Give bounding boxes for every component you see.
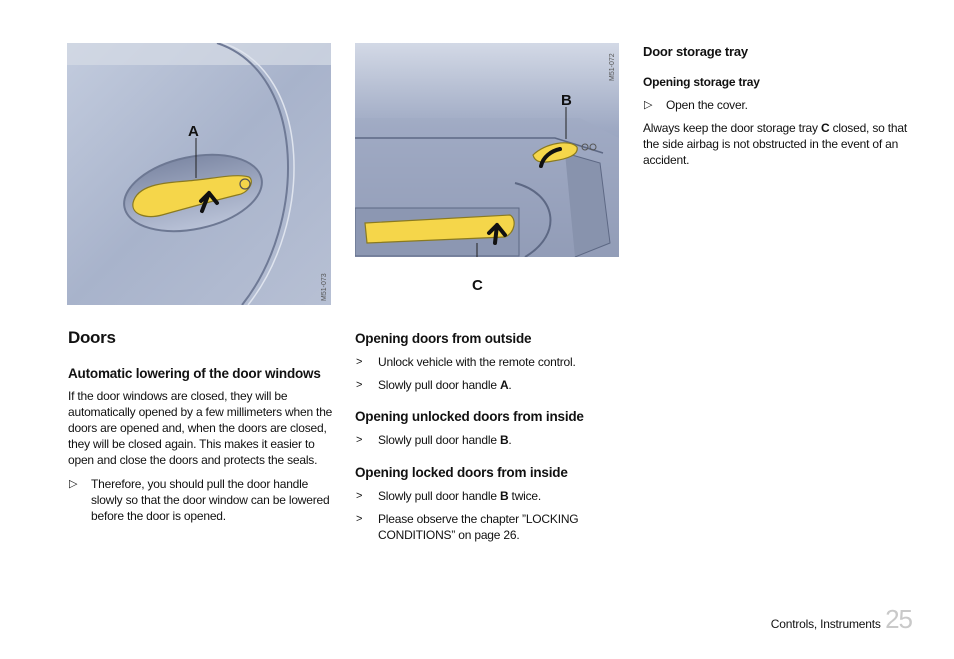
figure-code-right: M51-072 <box>609 53 616 81</box>
list-item <box>355 354 620 370</box>
open-cover-instruction <box>643 97 918 113</box>
section-label: Controls, Instruments <box>770 617 881 631</box>
automatic-lowering-heading: Automatic lowering of the door windows <box>68 366 321 381</box>
opening-locked-heading: Opening locked doors from inside <box>355 465 568 480</box>
step-marker-icon: > <box>356 434 363 446</box>
step-text: Slowly pull door handle <box>378 378 500 392</box>
step-text: Slowly pull door handle <box>378 433 500 447</box>
storage-section <box>643 44 918 168</box>
storage-warning-text: Always keep the door storage tray <box>643 121 821 135</box>
opening-outside-heading: Opening doors from outside <box>355 331 532 346</box>
opening-unlocked-heading: Opening unlocked doors from inside <box>355 409 584 424</box>
step-text: Please observe the chapter ”LOCKING CONDITIONS” on page 26. <box>378 512 579 542</box>
list-item <box>355 432 620 448</box>
open-cover-text: Open the cover. <box>666 98 748 112</box>
storage-warning-text-end: closed, so that the side airbag is not obstructed in the event of an accident. <box>643 121 907 167</box>
step-text: Slowly pull door handle <box>378 489 500 503</box>
doors-section <box>68 328 338 524</box>
list-item <box>355 511 620 543</box>
door-handle-instruction <box>68 476 338 524</box>
opening-storage-tray-subheading: Opening storage tray <box>643 75 760 89</box>
step-marker-icon: ▷ <box>69 478 78 490</box>
door-storage-tray-heading: Door storage tray <box>643 44 748 59</box>
doors-title: Doors <box>68 328 116 347</box>
handle-ref: A <box>499 378 509 392</box>
step-text-end: . <box>508 378 512 392</box>
door-handle-instruction-text: Therefore, you should pull the door handle slowly so that the door window can be lowered before the door is opened. <box>91 477 330 523</box>
page-footer <box>700 604 912 634</box>
handle-ref: B <box>499 433 509 447</box>
figure-code-left: M51-073 <box>321 273 328 301</box>
list-item <box>355 488 620 504</box>
page-number: 25 <box>885 604 912 634</box>
figure-exterior-door-handle <box>67 43 331 305</box>
interior-door-illustration <box>355 43 619 305</box>
automatic-lowering-paragraph: If the door windows are closed, they will be automatically opened by a few millimeters when the doors are opened and, when the doors are closed, they will be closed again. This makes it easier to open and close the doors and protects the seals. <box>68 389 333 467</box>
tray-ref: C <box>820 121 830 135</box>
step-marker-icon: > <box>356 356 363 368</box>
callout-c-label: C <box>472 277 483 294</box>
exterior-door-illustration <box>67 43 331 305</box>
storage-warning-paragraph <box>643 120 918 168</box>
step-marker-icon: > <box>356 379 363 391</box>
opening-section <box>355 331 620 543</box>
callout-b-label: B <box>561 92 572 109</box>
handle-ref: B <box>499 489 509 503</box>
list-item <box>355 377 620 393</box>
step-marker-icon: ▷ <box>644 99 653 111</box>
callout-a-label: A <box>188 123 199 140</box>
step-marker-icon: > <box>356 513 363 525</box>
figure-interior-door-panel <box>355 43 619 305</box>
step-text-end: twice. <box>508 489 542 503</box>
step-marker-icon: > <box>356 490 363 502</box>
step-text: Unlock vehicle with the remote control. <box>378 355 576 369</box>
step-text-end: . <box>508 433 512 447</box>
